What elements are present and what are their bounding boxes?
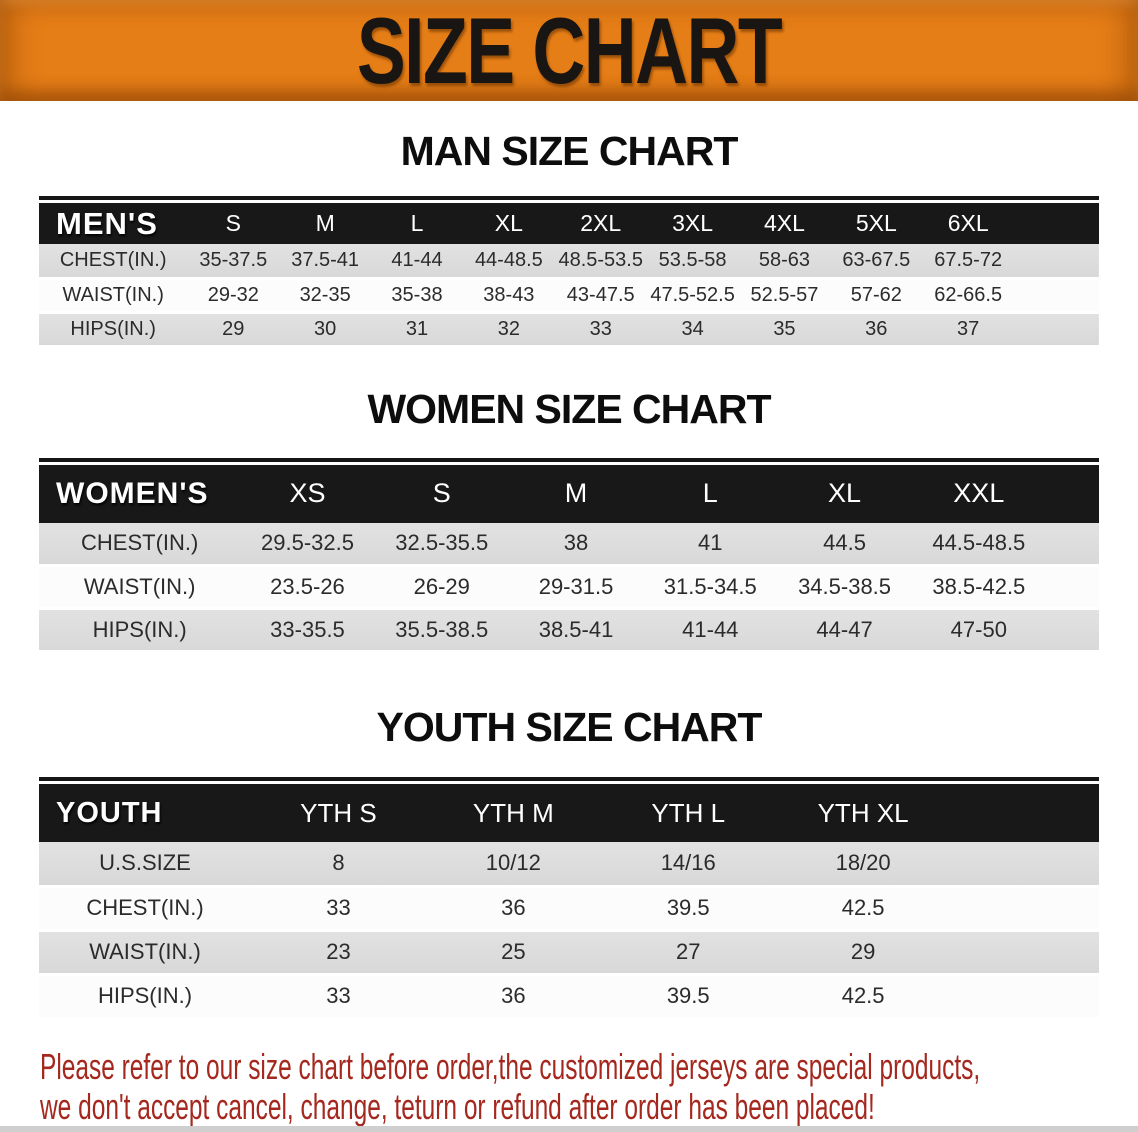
size-value-cell: 48.5-53.5 [555, 244, 647, 278]
man-section-heading: MAN SIZE CHART [400, 128, 738, 174]
column-header: XL [777, 465, 911, 523]
size-value-cell: 35 [739, 312, 831, 346]
size-value-cell: 47-50 [912, 609, 1046, 652]
disclaimer-text [40, 1047, 1138, 1127]
spacer-cell [1046, 465, 1099, 523]
column-header: L [371, 203, 463, 244]
table-top-rule [39, 458, 1099, 462]
size-value-cell: 18/20 [776, 842, 951, 886]
spacer-cell [1014, 203, 1099, 244]
row-label: HIPS(IN.) [39, 312, 187, 346]
women-section-heading: WOMEN SIZE CHART [367, 385, 771, 432]
column-header: M [279, 203, 371, 244]
size-value-cell: 37.5-41 [279, 244, 371, 278]
size-value-cell: 29-31.5 [509, 566, 643, 609]
column-header: YTH L [601, 784, 776, 842]
size-value-cell: 8 [251, 842, 426, 886]
disclaimer-line-2: we don't accept cancel, change, teturn or refund after order has been placed! [40, 1085, 875, 1127]
size-value-cell: 32.5-35.5 [375, 523, 509, 566]
size-value-cell: 33 [251, 974, 426, 1018]
header-row [39, 465, 1099, 523]
header-row [39, 203, 1099, 244]
column-header: 4XL [739, 203, 831, 244]
column-header: XS [240, 465, 374, 523]
column-header: L [643, 465, 777, 523]
table-row [39, 278, 1099, 312]
size-value-cell: 42.5 [776, 974, 951, 1018]
size-value-cell: 23.5-26 [240, 566, 374, 609]
row-label: WAIST(IN.) [39, 930, 251, 974]
size-value-cell: 25 [426, 930, 601, 974]
size-value-cell: 34.5-38.5 [777, 566, 911, 609]
women-size-table [39, 465, 1099, 654]
size-value-cell: 39.5 [601, 886, 776, 930]
column-header: XL [463, 203, 555, 244]
column-header: YTH M [426, 784, 601, 842]
size-value-cell: 33 [251, 886, 426, 930]
row-label: U.S.SIZE [39, 842, 251, 886]
size-value-cell: 32 [463, 312, 555, 346]
size-value-cell: 35-37.5 [187, 244, 279, 278]
table-row [39, 886, 1099, 930]
size-value-cell: 36 [426, 974, 601, 1018]
column-header: M [509, 465, 643, 523]
size-value-cell: 67.5-72 [922, 244, 1014, 278]
size-value-cell: 44-48.5 [463, 244, 555, 278]
size-value-cell: 31 [371, 312, 463, 346]
size-value-cell: 41 [643, 523, 777, 566]
table-corner-label: MEN'S [39, 203, 187, 244]
size-value-cell: 26-29 [375, 566, 509, 609]
size-value-cell: 47.5-52.5 [647, 278, 739, 312]
table-row [39, 609, 1099, 652]
size-value-cell: 44.5 [777, 523, 911, 566]
spacer-cell [951, 842, 1099, 886]
youth-size-table [39, 784, 1099, 1020]
spacer-cell [1014, 312, 1099, 346]
row-label: HIPS(IN.) [39, 974, 251, 1018]
size-value-cell: 44-47 [777, 609, 911, 652]
table-row [39, 244, 1099, 278]
spacer-cell [951, 784, 1099, 842]
men-size-table [39, 203, 1099, 348]
table-corner-label: WOMEN'S [39, 465, 240, 523]
spacer-cell [951, 930, 1099, 974]
size-value-cell: 62-66.5 [922, 278, 1014, 312]
size-value-cell: 57-62 [830, 278, 922, 312]
column-header: S [375, 465, 509, 523]
size-value-cell: 29.5-32.5 [240, 523, 374, 566]
size-value-cell: 37 [922, 312, 1014, 346]
header-row [39, 784, 1099, 842]
table-row [39, 312, 1099, 346]
size-value-cell: 53.5-58 [647, 244, 739, 278]
size-value-cell: 41-44 [643, 609, 777, 652]
size-value-cell: 58-63 [739, 244, 831, 278]
size-value-cell: 52.5-57 [739, 278, 831, 312]
size-value-cell: 39.5 [601, 974, 776, 1018]
size-value-cell: 38.5-41 [509, 609, 643, 652]
men-size-table-wrap [39, 196, 1099, 348]
bottom-edge-divider [0, 1126, 1138, 1132]
size-value-cell: 38.5-42.5 [912, 566, 1046, 609]
women-size-table-wrap [39, 458, 1099, 654]
spacer-cell [1046, 523, 1099, 566]
size-value-cell: 63-67.5 [830, 244, 922, 278]
table-corner-label: YOUTH [39, 784, 251, 842]
table-row [39, 974, 1099, 1018]
table-row [39, 523, 1099, 566]
spacer-cell [951, 886, 1099, 930]
column-header: 5XL [830, 203, 922, 244]
size-value-cell: 36 [426, 886, 601, 930]
size-value-cell: 27 [601, 930, 776, 974]
size-value-cell: 31.5-34.5 [643, 566, 777, 609]
table-row [39, 842, 1099, 886]
size-value-cell: 43-47.5 [555, 278, 647, 312]
youth-size-table-wrap [39, 777, 1099, 1020]
column-header: 2XL [555, 203, 647, 244]
size-value-cell: 10/12 [426, 842, 601, 886]
size-value-cell: 42.5 [776, 886, 951, 930]
column-header: YTH XL [776, 784, 951, 842]
size-value-cell: 14/16 [601, 842, 776, 886]
size-value-cell: 23 [251, 930, 426, 974]
youth-section-heading: YOUTH SIZE CHART [376, 704, 762, 750]
size-chart-banner [0, 0, 1138, 101]
table-row [39, 566, 1099, 609]
size-value-cell: 36 [830, 312, 922, 346]
size-value-cell: 29-32 [187, 278, 279, 312]
size-value-cell: 38-43 [463, 278, 555, 312]
spacer-cell [1014, 278, 1099, 312]
spacer-cell [1014, 244, 1099, 278]
spacer-cell [1046, 609, 1099, 652]
size-value-cell: 38 [509, 523, 643, 566]
row-label: CHEST(IN.) [39, 886, 251, 930]
size-value-cell: 29 [187, 312, 279, 346]
size-value-cell: 44.5-48.5 [912, 523, 1046, 566]
table-row [39, 930, 1099, 974]
column-header: S [187, 203, 279, 244]
size-value-cell: 35-38 [371, 278, 463, 312]
size-value-cell: 33-35.5 [240, 609, 374, 652]
column-header: YTH S [251, 784, 426, 842]
column-header: XXL [912, 465, 1046, 523]
table-top-rule [39, 777, 1099, 781]
spacer-cell [1046, 566, 1099, 609]
column-header: 6XL [922, 203, 1014, 244]
size-value-cell: 34 [647, 312, 739, 346]
size-value-cell: 30 [279, 312, 371, 346]
size-value-cell: 29 [776, 930, 951, 974]
size-value-cell: 33 [555, 312, 647, 346]
row-label: HIPS(IN.) [39, 609, 240, 652]
row-label: CHEST(IN.) [39, 523, 240, 566]
row-label: CHEST(IN.) [39, 244, 187, 278]
table-top-rule [39, 196, 1099, 200]
banner-title: SIZE CHART [356, 0, 782, 103]
size-value-cell: 35.5-38.5 [375, 609, 509, 652]
disclaimer-line-1: Please refer to our size chart before order,the customized jerseys are special products, [40, 1045, 981, 1087]
spacer-cell [951, 974, 1099, 1018]
size-value-cell: 41-44 [371, 244, 463, 278]
column-header: 3XL [647, 203, 739, 244]
size-value-cell: 32-35 [279, 278, 371, 312]
row-label: WAIST(IN.) [39, 566, 240, 609]
row-label: WAIST(IN.) [39, 278, 187, 312]
